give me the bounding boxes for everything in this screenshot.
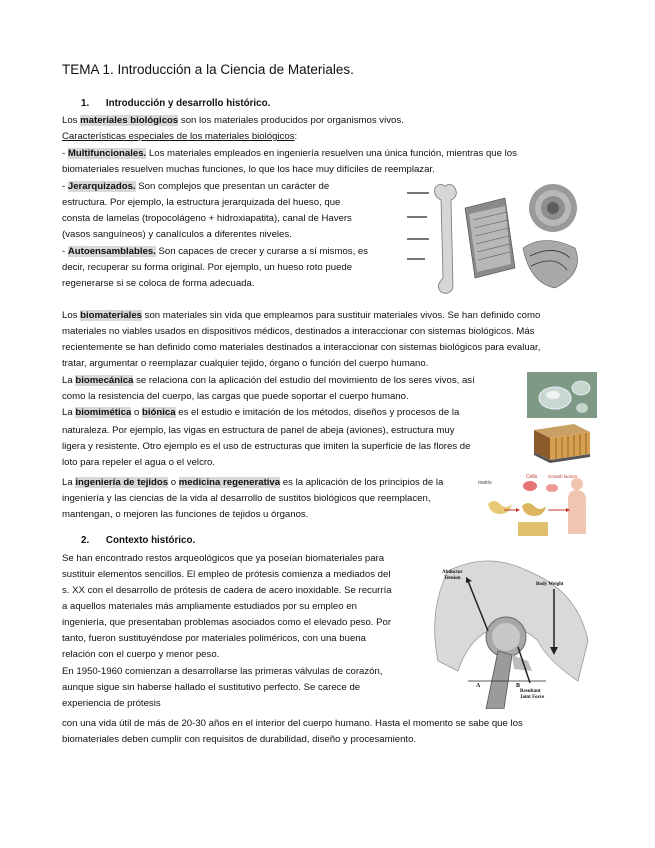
contexto-line11: con una vida útil de más de 20-30 años en el interior del cuerpo humano. Hasta el momento se sabe que los <box>62 718 523 729</box>
contexto-line12: biomateriales deben cumplir con requisitos de durabilidad, diseño y procesamiento. <box>62 734 417 745</box>
ingenieria-line1 <box>62 475 443 491</box>
term-autoensamblables: Autoensamblables. <box>67 246 156 257</box>
bullet1-line1: Los materiales empleados en ingeniería resuelven una única función, mientras que los <box>146 148 517 159</box>
term-biomecanica: biomecánica <box>75 375 134 386</box>
bullet-dash: - <box>62 148 68 159</box>
ing-mid: o <box>168 477 179 488</box>
biomim-pre: La <box>62 407 76 418</box>
intro-post: son los materiales producidos por organismos vivos. <box>178 115 404 126</box>
contexto-line8: En 1950-1960 comienzan a desarrollarse las primeras válvulas de corazón, <box>62 666 383 677</box>
contexto-line1: Se han encontrado restos arqueológicos que ya poseían biomateriales para <box>62 553 385 564</box>
term-materiales-biologicos: materiales biológicos <box>80 115 179 126</box>
term-multifuncionales: Multifuncionales. <box>67 148 147 159</box>
term-jerarquizados: Jerarquizados. <box>67 181 136 192</box>
contexto-line9: aunque sigue sin haberse hallado el sustitutivo perfecto. Se carece de <box>62 682 361 693</box>
contexto-line2: sustituir elementos sencillos. El empleo de prótesis comienza a mediados del <box>62 569 391 580</box>
hip-prosthesis-figure <box>428 551 598 709</box>
biomimetica-line4: loto para repeler el agua o el velcro. <box>62 457 216 468</box>
contexto-line3: s. XX con el desarrollo de prótesis de cadera de acero inoxidable. Se recurría <box>62 585 392 596</box>
biomat-l1: son materiales sin vida que empleamos para sustituir materiales vivos. Se han definido como <box>142 310 541 321</box>
biomim-l1: es el estudio e imitación de los métodos, diseños y procesos de la <box>175 407 460 418</box>
biomateriales-line2: materiales no viables usados en dispositivos médicos, destinados a interaccionar con sistemas biológicos. Más <box>62 326 535 337</box>
bullet-dash: - <box>62 246 68 257</box>
biomim-mid: o <box>131 407 142 418</box>
intro-line <box>62 113 404 129</box>
section-1-number: 1. <box>81 98 90 109</box>
bullet-jerarquizados <box>62 179 329 195</box>
tissue-engineering-figure <box>478 470 598 538</box>
contexto-line7: relación con el cuerpo y menor peso. <box>62 649 220 660</box>
section-1-heading <box>81 98 270 109</box>
bullet-autoensamblables <box>62 244 368 260</box>
contexto-line6: tanto, fueron sustituyéndose por materiales poliméricos, con una buena <box>62 633 366 644</box>
label-matrix: matrix <box>478 480 492 486</box>
bullet2-line1: Son complejos que presentan un carácter de <box>135 181 330 192</box>
biomimetica-line3: ligera y resistente. Otro ejemplo es el uso de estructuras que imiten la superficie de las flores de <box>62 441 471 452</box>
label-resultant: Resultant <box>520 689 541 694</box>
biomateriales-line3: recientemente se han definido como materiales destinados a interaccionar con sistemas biológicos para evaluar, <box>62 342 541 353</box>
biomateriales-line1 <box>62 308 596 324</box>
biomateriales-line4: tratar, argumentar o reemplazar cualquier tejido, órgano o función del cuerpo humano. <box>62 358 429 369</box>
page-title: TEMA 1. Introducción a la Ciencia de Materiales. <box>62 62 354 77</box>
bullet1-line2: biomateriales resuelven muchas funciones, lo que los hace muy difíciles de reemplazar. <box>62 164 435 175</box>
contexto-line10: experiencia de prótesis <box>62 698 161 709</box>
subheading-colon: : <box>294 131 298 142</box>
section-2-heading <box>81 535 195 546</box>
label-abductor: Abductor <box>442 570 463 575</box>
term-ingenieria-tejidos: ingeniería de tejidos <box>75 477 169 488</box>
biomecanica-line1 <box>62 373 475 389</box>
bullet3-line3: regenerarse si se coloca de forma adecuada. <box>62 278 255 289</box>
term-medicina-regenerativa: medicina regenerativa <box>178 477 281 488</box>
honeycomb-panel-figure <box>528 420 596 468</box>
label-tension: Tension <box>444 576 461 581</box>
biomat-pre: Los <box>62 310 81 321</box>
biomimetica-line1 <box>62 405 518 421</box>
label-body-weight: Body Weight <box>536 582 564 587</box>
bullet2-line4: (vasos sanguíneos) y canalículos a diferentes niveles. <box>62 229 292 240</box>
term-biomateriales: biomateriales <box>80 310 142 321</box>
bullet3-line2: decir, recuperar su forma original. Por ejemplo, un hueso roto puede <box>62 262 353 273</box>
section-2-title: Contexto histórico. <box>105 535 196 546</box>
subheading-text: Características especiales de los materiales biológicos <box>62 131 295 142</box>
label-a: A <box>476 683 481 689</box>
bullet-multifuncionales <box>62 146 596 162</box>
characteristics-subheading <box>62 129 297 145</box>
bullet2-line3: consta de lamelas (tropocolágeno + hidroxiapatita), canal de Havers <box>62 213 352 224</box>
intro-pre: Los <box>62 115 81 126</box>
bullet-dash: - <box>62 181 68 192</box>
ingenieria-line2: ingeniería y las ciencias de la vida al desarrollo de sustitos biológicos que reemplacen, <box>62 493 431 504</box>
biomec-pre: La <box>62 375 76 386</box>
term-biomimetica: biomimética <box>75 407 132 418</box>
biomimetica-line2: naturaleza. Por ejemplo, las vigas en estructura de panel de abeja (aviones), estructura muy <box>62 425 455 436</box>
contexto-line5: ingeniería, que presentaban problemas asociados como el elevado peso. Por <box>62 617 392 628</box>
biomec-l1: se relaciona con la aplicación del estudio del movimiento de los seres vivos, así <box>133 375 475 386</box>
label-b: B <box>516 683 521 689</box>
label-growth-factors: Growth factors <box>548 474 578 479</box>
contexto-line4: a aquellos materiales más ampliamente estudiados por su empleo en <box>62 601 357 612</box>
ing-l1: es la aplicación de los principios de la <box>280 477 444 488</box>
term-bionica: biónica <box>142 407 176 418</box>
lotus-leaf-figure <box>527 372 597 418</box>
biomecanica-line2: como la resistencia del cuerpo, las cargas que puede soportar el cuerpo humano. <box>62 391 409 402</box>
ing-pre: La <box>62 477 76 488</box>
bullet2-line2: estructura. Por ejemplo, la estructura jerarquizada del hueso, que <box>62 197 341 208</box>
ingenieria-line3: mantengan, o mejoren las funciones de tejidos u órganos. <box>62 509 309 520</box>
section-2-number: 2. <box>81 535 90 546</box>
label-cells: Cells <box>526 474 538 480</box>
label-joint-force: Joint Force <box>520 695 545 700</box>
section-1-title: Introducción y desarrollo histórico. <box>105 98 271 109</box>
bullet3-line1: Son capaces de crecer y curarse a sí mismos, es <box>155 246 369 257</box>
bone-structure-figure <box>405 178 597 298</box>
